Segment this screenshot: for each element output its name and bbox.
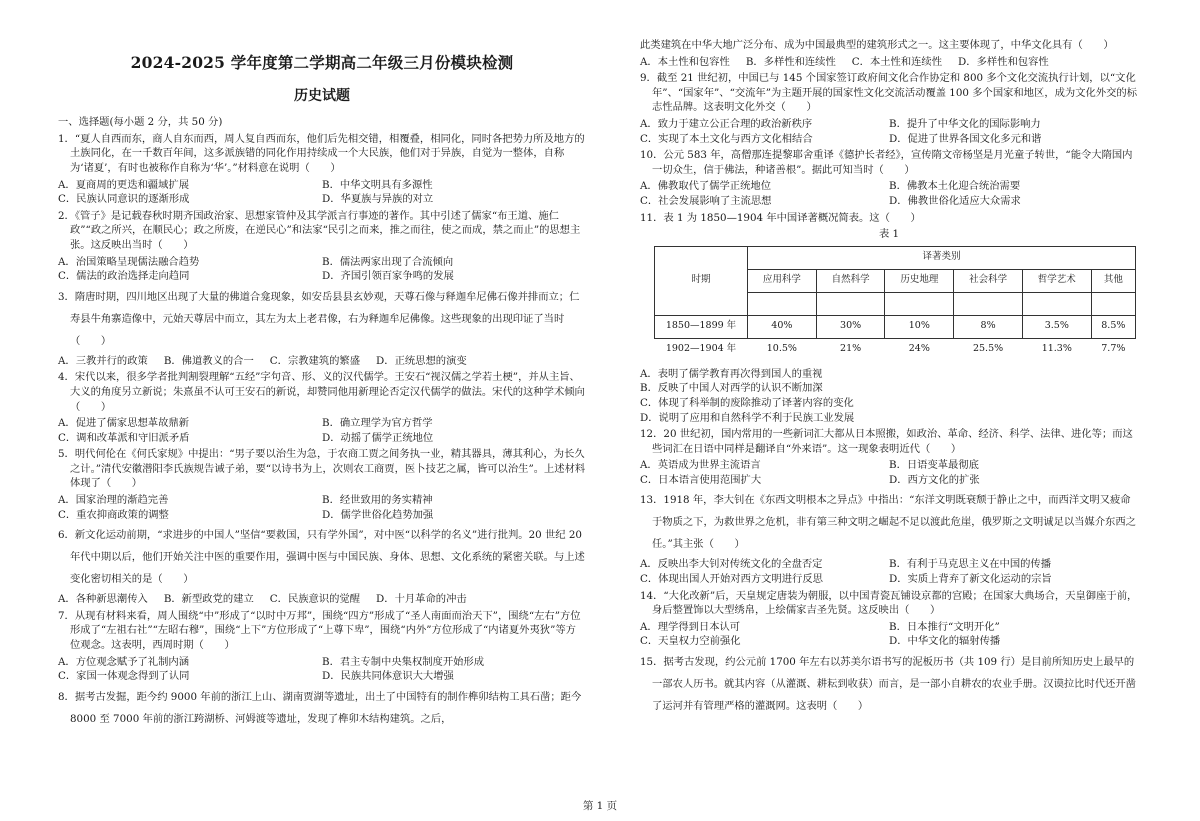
answer-option: B．中华文明具有多源性 — [322, 178, 433, 191]
question-stem: 6．新文化运动前期，“求进步的中国人”坚信“要救国，只有学外国”，对中医“以科学的名义”进行批判。20 世纪 20 年代中期以后，他们开始关注中医的重要作用，强调中医与中国民族、身体、思想、文化系统的紧密关联。与上述变化密切相关的是（ ） — [58, 529, 585, 586]
table-row — [655, 338, 1136, 361]
table-empty-cell — [954, 292, 1023, 315]
exam-subtitle: 历史试题 — [294, 87, 350, 104]
answer-option: B．反映了中国人对西学的认识不断加深 — [640, 382, 823, 395]
answer-option: A．理学得到日本认可 — [640, 620, 741, 633]
answer-options — [640, 55, 1138, 70]
answer-option: C．天皇权力空前强化 — [640, 635, 741, 648]
answer-option: C．民族意识的觉醒 — [269, 593, 361, 606]
answer-option: D．华夏族与异族的对立 — [322, 193, 434, 206]
answer-option: C．体现出国人开始对西方文明进行反思 — [640, 573, 823, 586]
table-empty-cell — [816, 292, 885, 315]
answer-option: A．各种新思潮传入 — [58, 593, 148, 606]
question-stem: 3．隋唐时期，四川地区出现了大量的佛道合龛现象，如安岳县县玄妙观，天尊石像与释迦牟尼佛石像并排而立；仁寿县牛角寨造像中，元始天尊居中而立，其左为太上老君像，右为释迦牟尼佛像。这些现象的出现印证了当时（ ） — [58, 290, 580, 347]
table-value-cell: 30% — [816, 315, 885, 338]
question-stem: 13．1918 年，李大钊在《东西文明根本之异点》中指出：“东洋文明既衰颓于静止之中，而西洋文明又疲命于物质之下，为救世界之危机，非有第三种文明之崛起不足以渡此危崖，俄罗斯之文明诚足以当媒介东西之任。”其主张（ ） — [640, 494, 1136, 551]
answer-option: A．国家治理的渐趋完善 — [58, 494, 169, 507]
answer-option: B．多样性和连续性 — [745, 55, 836, 68]
answer-option: D．正统思想的演变 — [376, 354, 467, 367]
right-column — [640, 38, 1138, 719]
table-period-cell: 1902—1904 年 — [655, 338, 748, 361]
answer-option: B．佛教本土化迎合统治需要 — [889, 180, 1021, 193]
question-stem: 9．截至 21 世纪初，中国已与 145 个国家签订政府间文化合作协定和 800 多个文化交流执行计划，以“文化年”、“国家年”、“交流年”为主题开展的国家性文化交流活动覆盖 100 多个国家和地区，成为文化外交的标志性品牌。这表明文化外交（ ） — [640, 72, 1137, 114]
answer-option: C．本土性和连续性 — [851, 55, 943, 68]
answer-options — [58, 493, 586, 522]
table-value-cell: 21% — [816, 338, 885, 361]
answer-option: C．重农抑商政策的调整 — [58, 508, 169, 521]
table-value-cell: 7.7% — [1091, 338, 1135, 361]
table-value-cell: 40% — [748, 315, 817, 338]
answer-option: A．治国策略呈现儒法融合趋势 — [58, 255, 200, 268]
table-category-header: 社会科学 — [954, 269, 1023, 292]
answer-option: D．儒学世俗化趋势加强 — [322, 508, 434, 521]
table-category-header: 应用科学 — [748, 269, 817, 292]
translation-table — [654, 246, 1136, 361]
right-question-list — [640, 38, 1138, 225]
answer-options — [58, 178, 586, 207]
table-value-cell: 10% — [885, 315, 954, 338]
question-stem: 14．“大化改新”后，天皇规定唐装为朝服，以中国青瓷瓦铺设京都的宫殿；在国家大典场合，天皇御座于前，身后整置饰以大型绣帛，上绘儒家吉圣先贤。这反映出（ ） — [640, 589, 1138, 617]
answer-options — [640, 367, 1138, 425]
question-stem: 15．据考古发现，约公元前 1700 年左右以苏美尔语书写的泥板历书（共 109 行）是目前所知历史上最早的一部农人历书。就其内容（从灌溉、耕耘到收获）而言，是一部小自耕农的农业手册。汉谟拉比时代还开凿了运河并有管理严格的灌溉网。这表明（ ） — [640, 656, 1136, 713]
answer-option: B．日本推行“文明开化” — [889, 620, 1000, 633]
answer-option: B．新型政党的建立 — [163, 593, 254, 606]
right-question-list-2 — [640, 367, 1138, 717]
answer-options — [640, 620, 1138, 649]
left-column — [58, 0, 586, 732]
question-stem: 2．《管子》是记载春秋时期齐国政治家、思想家管仲及其学派言行事迹的著作。其中引述了儒家“布王道、施仁政”“政之所兴，在顺民心；政之所废，在逆民心”和法家“民引之而来，推之而往，使之而成，禁之而止”的思想主张。这反映出当时（ ） — [58, 209, 581, 251]
answer-option: D．佛教世俗化适应大众需求 — [889, 194, 1021, 207]
answer-option: A．促进了儒家思想革故鼎新 — [58, 417, 189, 430]
answer-option: A．佛教取代了儒学正统地位 — [640, 180, 771, 193]
answer-options — [58, 416, 586, 445]
answer-option: D．民族共同体意识大大增强 — [322, 670, 454, 683]
answer-option: C．调和改革派和守旧派矛盾 — [58, 431, 190, 444]
question-stem: 8．据考古发掘，距今约 9000 年前的浙江上山、湖南贾湖等遗址，出土了中国特有的制作榫卯结构工具石凿；距今 8000 至 7000 年前的浙江跨湖桥、河姆渡等遗址，发现了榫卯木结构建筑。之后， — [58, 690, 582, 725]
answer-option: A．本土性和包容性 — [640, 55, 730, 68]
table-category-header: 哲学艺术 — [1022, 269, 1091, 292]
table-period-cell: 1850—1899 年 — [655, 315, 748, 338]
answer-option: D．西方文化的扩张 — [889, 473, 980, 486]
answer-options — [640, 458, 1138, 487]
question-continuation: 此类建筑在中华大地广泛分布、成为中国最典型的建筑形式之一。这主要体现了，中华文化具有（ ） — [640, 39, 1114, 51]
answer-option: B．君主专制中央集权制度开始形成 — [322, 655, 485, 668]
table-empty-cell — [1091, 292, 1135, 315]
table-empty-cell — [885, 292, 954, 315]
answer-options — [58, 592, 586, 607]
question-stem: 5．明代何伦在《何氏家规》中提出：“男子要以治生为急，于农商工贾之间务执一业，精其器具，薄其利心，为长久之计。”清代安徽潜阳李氏族规告诫子弟，要“以诗书为上，次则农工商贾，医卜技艺之属，皆可以治生”。上述材料体现了（ ） — [58, 448, 586, 490]
answer-option: D．中华文化的辐射传播 — [889, 635, 1001, 648]
answer-option: D．促进了世界各国文化多元和谐 — [889, 132, 1042, 145]
table-category-group-header: 译著类别 — [748, 246, 1136, 269]
answer-option: B．日语变革最彻底 — [889, 459, 979, 472]
answer-option: D．齐国引领百家争鸣的发展 — [322, 270, 454, 283]
answer-option: B．提升了中华文化的国际影响力 — [889, 117, 1041, 130]
question-stem: 7．从现有材料来看，周人围绕“中”形成了“以时中万邦”，围绕“四方”形成了“圣人南面而治天下”，围绕“左右”方位形成了“左祖右社”“左昭右穆”，围绕“上下”方位形成了“上尊下卑”，围绕“内外”方位形成了“内诸夏外夷狄”等方位观念。这表明，西周时期（ ） — [58, 609, 581, 652]
question-stem: 4．宋代以来，很多学者批判割裂理解“五经”字句音、形、义的汉代儒学。王安石“视汉儒之学若土梗”，并从主旨、大义的角度另立新说；朱熹虽不认可王安石的新说，却赞同他用新理论否定汉代儒学的做法。宋代的这种学术倾向（ ） — [58, 371, 585, 413]
table-row — [655, 315, 1136, 338]
answer-option: A．反映出李大钊对传统文化的全盘否定 — [640, 558, 823, 571]
table-category-header: 其他 — [1091, 269, 1135, 292]
answer-option: C．儒法的政治选择走向趋同 — [58, 270, 190, 283]
answer-option: D．说明了应用和自然科学不利于民族工业发展 — [640, 411, 855, 424]
table-category-header: 历史地理 — [885, 269, 954, 292]
answer-option: A．三教并行的政策 — [58, 354, 148, 367]
answer-option: C．日本语言使用范围扩大 — [640, 473, 762, 486]
answer-option: A．致力于建立公正合理的政治新秩序 — [640, 117, 813, 130]
answer-option: C．实现了本土文化与西方文化相结合 — [640, 132, 813, 145]
answer-options — [58, 655, 586, 684]
answer-options — [58, 255, 586, 284]
answer-option: A．表明了儒学教育再次得到国人的重视 — [640, 367, 823, 380]
answer-options — [640, 179, 1138, 208]
answer-option: C．家国一体观念得到了认同 — [58, 670, 190, 683]
answer-option: D．实质上背弃了新文化运动的宗旨 — [889, 573, 1052, 586]
answer-option: A．方位观念赋予了礼制内涵 — [58, 655, 189, 668]
table-caption: 表 1 — [878, 228, 900, 241]
answer-option: B．有利于马克思主义在中国的传播 — [889, 558, 1052, 571]
table-value-cell: 24% — [885, 338, 954, 361]
question-stem: 10．公元 583 年，高僧那连提黎耶舍重译《德护长者经》，宣传隋文帝杨坚是月光童子转世，“能令大隋国内一切众生，信于佛法，种诸善根”。据此可知当时（ ） — [640, 149, 1133, 176]
answer-option: B．经世致用的务实精神 — [322, 494, 433, 507]
table-value-cell: 11.3% — [1022, 338, 1091, 361]
left-question-list — [58, 132, 586, 730]
answer-options — [58, 354, 586, 369]
question-stem: 12．20 世纪初，国内常用的一些新词汇大都从日本照搬，如政治、革命、经济、科学、法律、进化等；而这些词汇在日语中同样是翻译自“外来语”。这一现象表明近代（ ） — [640, 428, 1133, 455]
table-empty-cell — [1022, 292, 1091, 315]
answer-option: D．动摇了儒学正统地位 — [322, 431, 434, 444]
table-period-header: 时期 — [655, 246, 748, 315]
table-value-cell: 25.5% — [954, 338, 1023, 361]
exam-title: 2024-2025 学年度第二学期高二年级三月份模块检测 — [130, 53, 514, 72]
answer-option: D．多样性和包容性 — [958, 55, 1049, 68]
answer-option: B．佛道教义的合一 — [163, 354, 254, 367]
answer-option: B．儒法两家出现了合流倾向 — [322, 255, 454, 268]
answer-option: C．社会发展影响了主流思想 — [640, 194, 772, 207]
table-value-cell: 10.5% — [748, 338, 817, 361]
answer-options — [640, 117, 1138, 146]
table-value-cell: 3.5% — [1022, 315, 1091, 338]
answer-option: C．宗教建筑的繁盛 — [269, 354, 361, 367]
table-category-header: 自然科学 — [816, 269, 885, 292]
question-stem: 11．表 1 为 1850—1904 年中国译著概况简表。这（ ） — [640, 211, 921, 224]
table-value-cell: 8.5% — [1091, 315, 1135, 338]
page-number: 第 1 页 — [582, 800, 618, 812]
question-stem: 1．“夏人自西而东，商人自东而西，周人复自西而东，他们后先相交错，相覆叠，相同化，同时各把势力所及地方的土族同化，在一千数百年间，这多派族错的同化作用持续成一个大民族，他们对于异族，自觉为一整体，自称为‘诸夏’，有时也被称作自称为‘华’。”材料意在说明（ ） — [58, 132, 585, 174]
table-value-cell: 8% — [954, 315, 1023, 338]
answer-option: C．体现了科举制的废除推动了译著内容的变化 — [640, 396, 854, 409]
answer-option: C．民族认同意识的逐渐形成 — [58, 193, 190, 206]
answer-options — [640, 557, 1138, 586]
answer-option: D．十月革命的冲击 — [376, 593, 467, 606]
answer-option: B．确立理学为官方哲学 — [322, 417, 433, 430]
answer-option: A．夏商周的更迭和疆域扩展 — [58, 178, 189, 191]
section-heading: 一、选择题(每小题 2 分，共 50 分) — [58, 116, 223, 129]
answer-option: A．英语成为世界主流语言 — [640, 459, 761, 472]
table-empty-cell — [748, 292, 817, 315]
